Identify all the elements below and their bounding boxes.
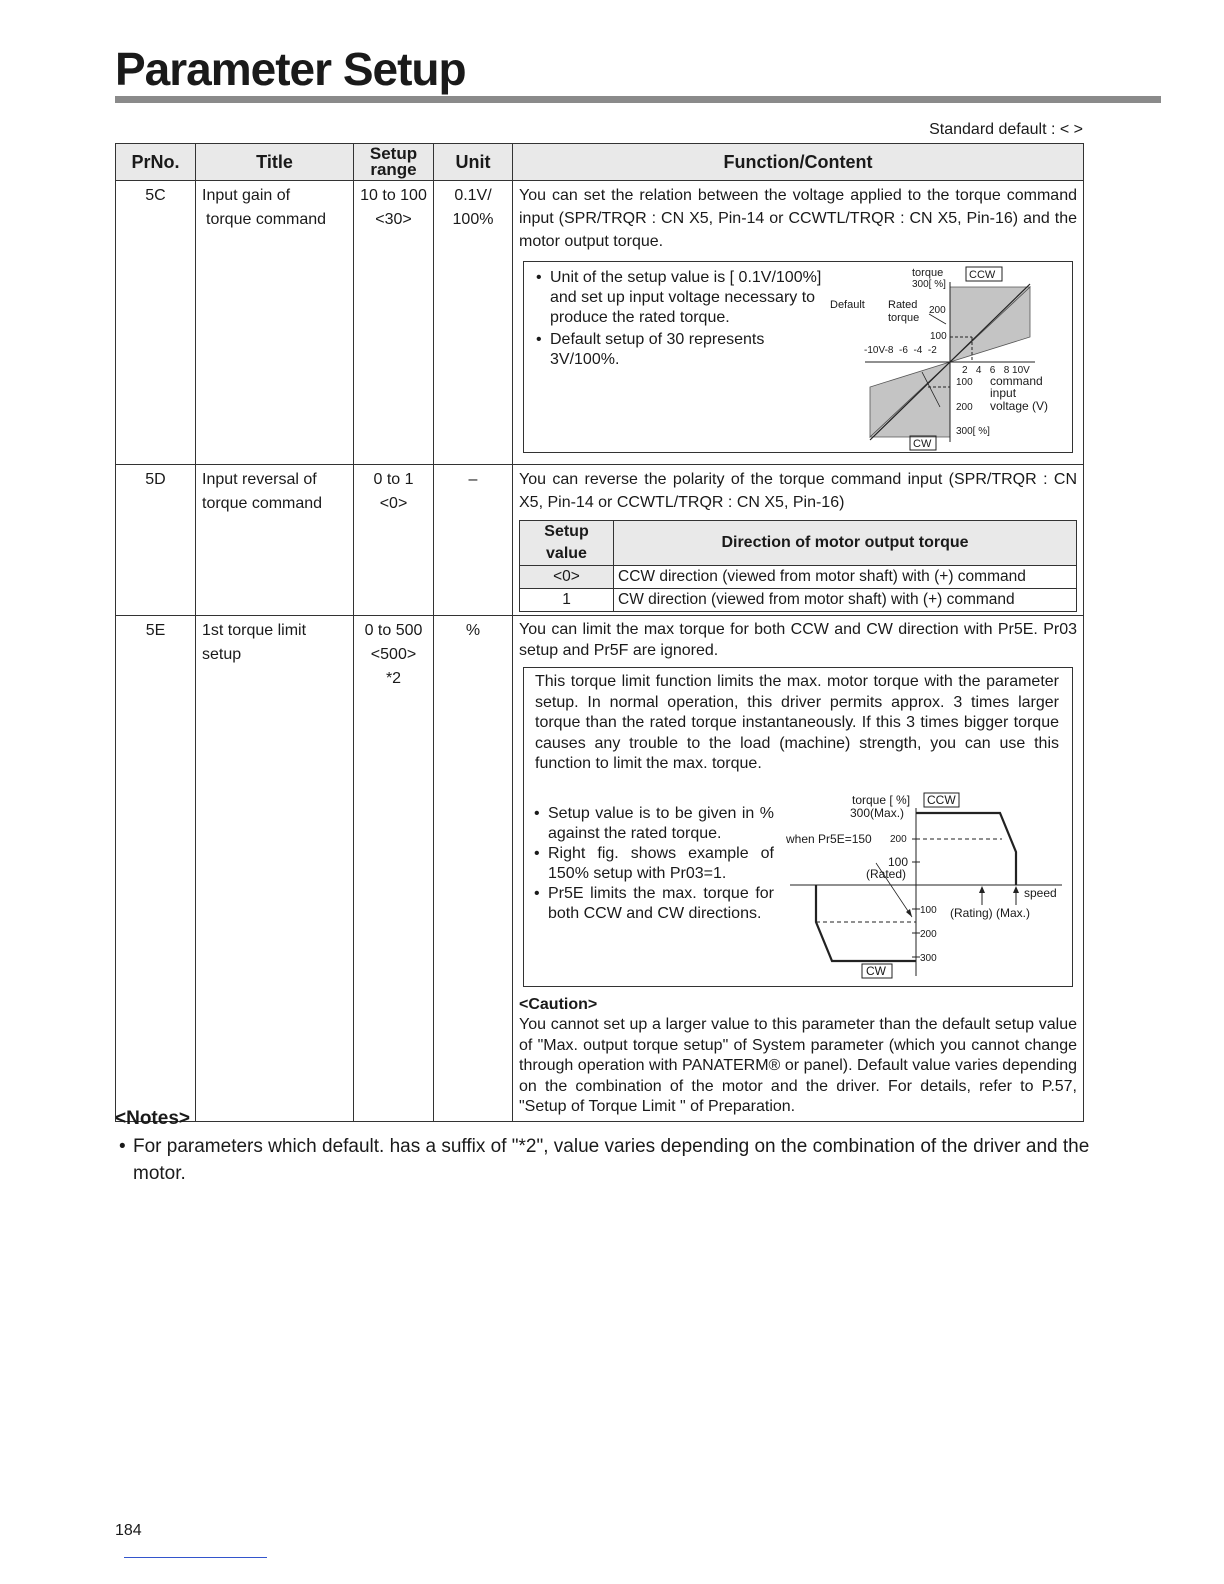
axis-caption-3: voltage (V) <box>990 399 1049 413</box>
range-default: <0> <box>379 495 408 512</box>
list-item: • Setup value is to be given in % against the rated torque. <box>530 804 774 844</box>
title-line: setup <box>202 646 242 663</box>
header-title: Title <box>196 144 354 181</box>
tick-100: 100 <box>930 331 947 342</box>
range-line: 0 to 500 <box>364 622 423 639</box>
notes-text: • For parameters which default. has a suffix of "*2", value varies depending on the combination of the driver and the motor. <box>133 1133 1093 1187</box>
gain-info-box <box>523 261 1073 453</box>
torque-limit-chart <box>780 790 1070 980</box>
unit-line: – <box>468 471 478 488</box>
axis-caption-1: command <box>990 374 1043 388</box>
function-cell <box>513 465 1084 616</box>
cw-label: CW <box>913 438 932 450</box>
title-cell <box>196 181 354 465</box>
list-item: • Right fig. shows example of 150% setup with Pr03=1. <box>530 844 774 884</box>
setup-range-cell <box>354 616 434 1122</box>
rating-arrowhead <box>979 886 985 893</box>
torque-limit-bullets <box>530 804 774 924</box>
prno-cell: 5E <box>116 616 196 1122</box>
torque-limit-explanation: This torque limit function limits the max. motor torque with the parameter setup. In normal operation, this driver permits approx. 3 times larger torque than the rated torque instantaneously. If this 3 times bigger torque causes any trouble to the load (machine) strength, you can use this function to limit the max. torque. <box>535 673 1059 772</box>
caution-title: <Caution> <box>519 996 598 1013</box>
list-item: • Pr5E limits the max. torque for both CCW and CW directions. <box>530 884 774 924</box>
tick-neg-300: 300 <box>920 953 937 964</box>
header-setup-range-line1: Setup <box>369 144 418 163</box>
ccw-label: CCW <box>927 793 956 807</box>
ccw-label: CCW <box>969 269 996 281</box>
title-line: torque command <box>202 495 323 512</box>
table-row <box>116 181 1084 465</box>
function-description: You can reverse the polarity of the torque command input (SPR/TRQR : CN X5, Pin-14 or CCWTL/TRQR : CN X5, Pin-16) <box>519 471 1077 511</box>
gain-bullet-list <box>532 268 832 370</box>
function-description: You can limit the max torque for both CCW and CW direction with Pr5E. Pr03 setup and Pr5F are ignored. <box>519 621 1077 659</box>
function-cell <box>513 616 1084 1122</box>
tick-200: 200 <box>890 834 907 845</box>
tick-neg-100: 100 <box>956 377 973 388</box>
tick-neg-300: 300[ %] <box>956 426 990 437</box>
title-cell <box>196 616 354 1122</box>
chart-speed-label: speed <box>1024 886 1057 900</box>
caution-text: You cannot set up a larger value to this parameter than the default setup value of "Max. output torque setup" of System parameter (which you cannot change through operation with PANATERM® or panel). Default value varies depending on the combination of the motor and the driver. For details, refer to P.57, "Setup of Torque Limit " of Preparation. <box>519 1016 1077 1115</box>
header-unit: Unit <box>434 144 513 181</box>
direction-text: CW direction (viewed from motor shaft) with (+) command <box>614 589 1077 612</box>
range-default: <500> <box>370 646 417 663</box>
direction-value: 1 <box>520 589 614 612</box>
direction-header-direction: Direction of motor output torque <box>614 521 1077 566</box>
table-row <box>116 465 1084 616</box>
prno-cell: 5C <box>116 181 196 465</box>
chart-rating-max-label: (Rating) (Max.) <box>950 906 1031 920</box>
chart-default-label: Default <box>830 299 865 311</box>
axis-caption-2: input <box>990 386 1017 400</box>
unit-line: % <box>465 622 481 639</box>
direction-text: CCW direction (viewed from motor shaft) with (+) command <box>614 566 1077 589</box>
header-setup-range-line2: range <box>370 160 417 179</box>
title-line: 1st torque limit <box>202 622 307 639</box>
gain-characteristic-chart <box>830 262 1070 452</box>
range-default: <30> <box>375 211 412 228</box>
range-line: 0 to 1 <box>373 471 414 488</box>
tick-neg-200: 200 <box>956 402 973 413</box>
tick-100: 100 <box>888 855 909 869</box>
pointer-arrowhead <box>906 909 912 917</box>
unit-line: 0.1V/ <box>454 187 492 204</box>
chart-torque-label: torque <box>912 267 944 279</box>
chart-rated-label-2: torque <box>888 312 920 324</box>
x-neg-ticks: -10V-8 -6 -4 -2 <box>864 345 937 356</box>
parameter-table <box>115 143 1084 1122</box>
torque-limit-box <box>523 667 1073 987</box>
direction-value: <0> <box>520 566 614 589</box>
list-item: • Default setup of 30 represents 3V/100%. <box>532 330 790 370</box>
header-setup-range <box>354 144 434 181</box>
tick-neg-100: 100 <box>920 905 937 916</box>
prno-cell: 5D <box>116 465 196 616</box>
tick-200: 200 <box>929 305 946 316</box>
chart-max-label: 300(Max.) <box>850 806 905 820</box>
chart-rated-label: Rated <box>888 299 918 311</box>
unit-cell <box>434 465 513 616</box>
notes-title: <Notes> <box>115 1108 190 1129</box>
title-rule <box>115 96 1161 103</box>
direction-table <box>519 520 1077 612</box>
range-suffix: *2 <box>385 670 402 687</box>
title-line: Input reversal of <box>202 471 317 488</box>
page-number: 184 <box>115 1522 142 1539</box>
function-cell <box>513 181 1084 465</box>
setup-range-cell <box>354 181 434 465</box>
table-row <box>520 566 1077 589</box>
chart-rated-label: (Rated) <box>866 867 907 881</box>
table-row <box>116 616 1084 1122</box>
header-prno: PrNo. <box>116 144 196 181</box>
setup-range-cell <box>354 465 434 616</box>
direction-header-value: Setup value <box>520 521 614 566</box>
unit-cell <box>434 181 513 465</box>
standard-default-note: Standard default : < > <box>929 121 1083 138</box>
max-arrowhead <box>1013 886 1019 893</box>
chart-torque-max: 300[ %] <box>912 279 946 290</box>
ccw-limit-curve <box>916 813 1016 885</box>
title-cell <box>196 465 354 616</box>
cw-limit-curve <box>816 885 916 961</box>
title-line: torque command <box>206 211 327 228</box>
title-line: Input gain of <box>202 187 291 204</box>
chart-torque-label: torque [ %] <box>852 793 911 807</box>
chart-when-label: when Pr5E=150 <box>786 832 872 846</box>
unit-line: 100% <box>452 211 494 228</box>
header-function: Function/Content <box>513 144 1084 181</box>
footer-link-underline[interactable] <box>124 1557 267 1558</box>
function-description: You can set the relation between the voltage applied to the torque command input (SPR/TRQR : CN X5, Pin-14 or CCWTL/TRQR : CN X5, Pin-16) and the motor output torque. <box>519 187 1077 250</box>
table-header-row <box>116 144 1084 181</box>
tick-neg-200: 200 <box>920 929 937 940</box>
list-item: • Unit of the setup value is [ 0.1V/100%] and set up input voltage necessary to produce the rated torque. <box>532 268 832 328</box>
page-title: Parameter Setup <box>115 43 466 95</box>
range-line: 10 to 100 <box>360 187 427 204</box>
unit-cell <box>434 616 513 1122</box>
cw-label: CW <box>866 964 886 978</box>
table-row <box>520 589 1077 612</box>
x-pos-ticks: 2 4 6 8 10V <box>962 365 1030 376</box>
